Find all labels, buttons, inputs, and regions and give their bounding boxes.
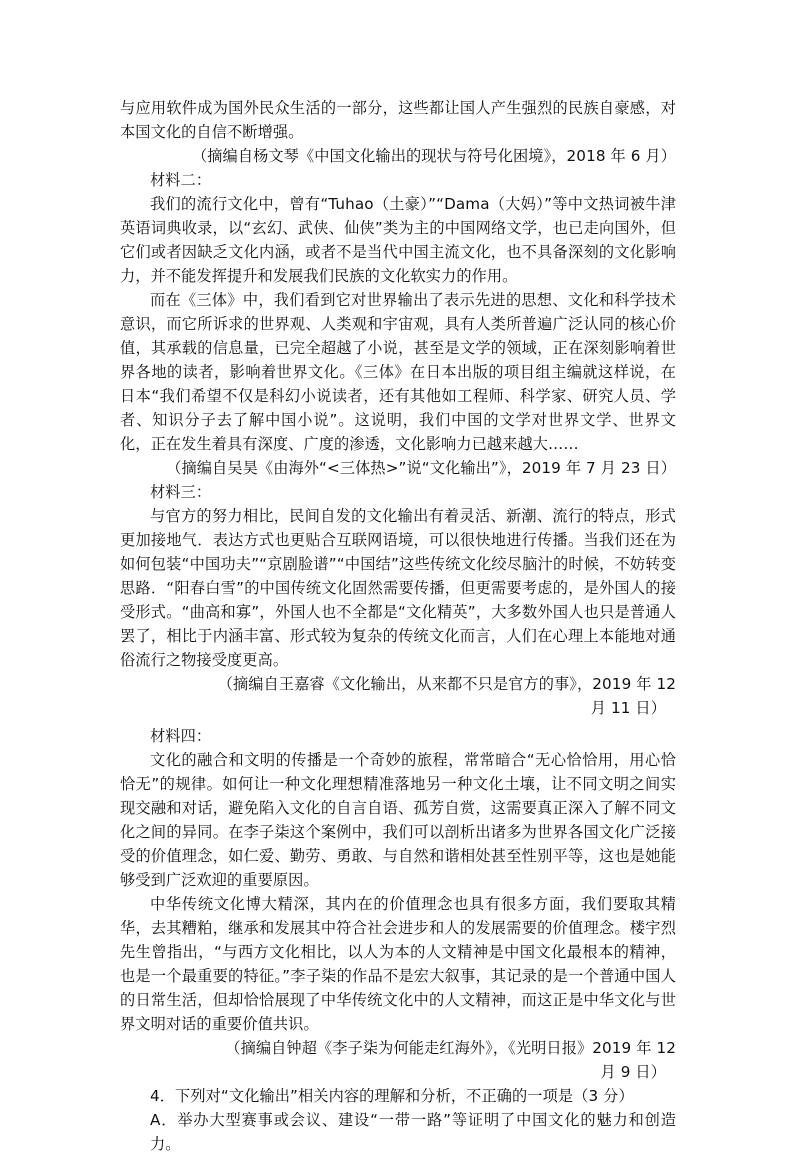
question-4: 4．下列对“文化输出”相关内容的理解和分析，不正确的一项是（3 分） xyxy=(150,1087,634,1105)
citation-3-line-1: （摘编自王嘉睿《文化输出，从来都不只是官方的事》，2019 年 12 xyxy=(217,675,676,693)
material-4-paragraph-1: 文化的融合和文明的传播是一个奇妙的旅程，常常暗合“无心恰恰用，用心恰恰无”的规律。如何让一种文化理想精准落地另一种文化土壤，让不同文明之间实现交融和对话，避免陷入文化的自言自语、孤芳自赏，这需要真正深入了解不同文化之间的异同。在李子柒这个案例中，我们可以剖析出诸多为世界各国文化广泛接受的价值理念，如仁爱、勤劳、勇敢、与自然和谐相处甚至性别平等，这也是她能够受到广泛欢迎的重要原因。 xyxy=(120,751,676,889)
text-column xyxy=(120,96,676,1156)
question-4-option-a: A．举办大型赛事或会议、建设“一带一路”等证明了中国文化的魅力和创造力。 xyxy=(150,1111,676,1153)
citation-2: （摘编自吴昊《由海外“<三体热>”说“文化输出”》，2019 年 7 月 23 日） xyxy=(166,459,676,477)
citation-1: （摘编自杨文琴《中国文化输出的现状与符号化困境》，2018 年 6 月） xyxy=(191,147,676,165)
material-3-paragraph: 与官方的努力相比，民间自发的文化输出有着灵活、新潮、流行的特点，形式更加接地气．表达方式也更贴合互联网语境，可以很快地进行传播。当我们还在为如何包装“中国功夫”“京剧脸谱”“中国结”这些传统文化绞尽脑汁的时候，不妨转变思路．“阳春白雪”的中国传统文化固然需要传播，但更需要考虑的，是外国人的接受形式。“曲高和寡”，外国人也不全都是“文化精英”，大多数外国人也只是普通人罢了，相比于内涵丰富、形式较为复杂的传统文化而言，人们在心理上本能地对通俗流行之物接受度更高。 xyxy=(120,507,676,669)
paragraph-intro: 与应用软件成为国外民众生活的一部分，这些都让国人产生强烈的民族自豪感，对本国文化的自信不断增强。 xyxy=(120,99,676,141)
material-4-label: 材料四： xyxy=(150,727,212,745)
material-2-paragraph-2: 而在《三体》中，我们看到它对世界输出了表示先进的思想、文化和科学技术意识，而它所诉求的世界观、人类观和宇宙观，具有人类所普遍广泛认同的核心价值，其承载的信息量，已完全超越了小说，甚至是文学的领域，正在深刻影响着世界各地的读者，影响着世界文化。《三体》在日本出版的项目组主编就这样说，在日本“我们希望不仅是科幻小说读者，还有其他如工程师、科学家、研究人员、学者、知识分子去了解中国小说”。这说明，我们中国的文学对世界文学、世界文化，正在发生着具有深度、广度的渗透，文化影响力已越来越大…… xyxy=(120,291,676,453)
citation-4-line-1: （摘编自钟超《李子柒为何能走红海外》，《光明日报》2019 年 12 xyxy=(225,1039,676,1057)
material-3-label: 材料三： xyxy=(150,483,212,501)
material-2-label: 材料二： xyxy=(150,171,212,189)
citation-4-line-2: 月 9 日） xyxy=(600,1063,666,1081)
material-4-paragraph-2: 中华传统文化博大精深，其内在的价值理念也具有很多方面，我们要取其精华，去其糟粕，继承和发展其中符合社会进步和人的发展需要的价值理念。楼宇烈先生曾指出，“与西方文化相比，以人为本的人文精神是中国文化最根本的精神，也是一个最重要的特征。”李子柒的作品不是宏大叙事，其记录的是一个普通中国人的日常生活，但却恰恰展现了中华传统文化中的人文精神，而这正是中华文化与世界文明对话的重要价值共识。 xyxy=(120,895,676,1033)
citation-3-line-2: 月 11 日） xyxy=(590,699,666,717)
material-2-paragraph-1: 我们的流行文化中，曾有“Tuhao（土豪）”“Dama（大妈）”等中文热词被牛津英语词典收录，以“玄幻、武侠、仙侠”类为主的中国网络文学，也已走向国外，但它们或者因缺乏文化内涵，或者不是当代中国主流文化，也不具备深刻的文化影响力，并不能发挥提升和发展我们民族的文化软实力的作用。 xyxy=(120,195,676,285)
